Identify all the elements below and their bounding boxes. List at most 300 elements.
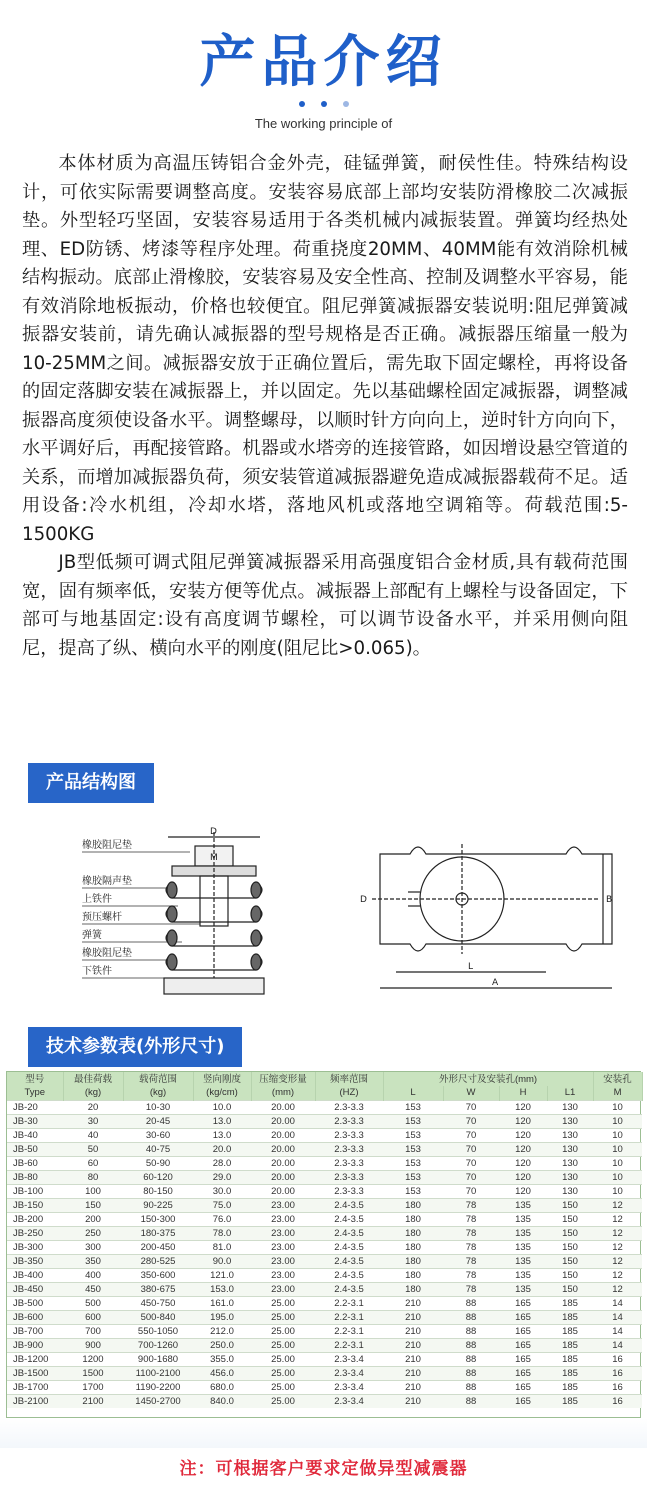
table-cell: JB-1500 [7,1366,63,1380]
table-cell: 120 [499,1142,547,1156]
table-cell: 2.3-3.3 [315,1170,383,1184]
table-cell: 10 [593,1114,642,1128]
table-cell: JB-700 [7,1324,63,1338]
table-cell: JB-900 [7,1338,63,1352]
table-cell: JB-50 [7,1142,63,1156]
table-cell: 210 [383,1394,443,1408]
table-cell: 120 [499,1100,547,1114]
table-cell: 120 [499,1114,547,1128]
table-cell: 130 [547,1142,593,1156]
diagram-label: 橡胶隔声垫 [82,876,132,887]
table-cell: 180 [383,1254,443,1268]
table-cell: 10 [593,1184,642,1198]
table-cell: JB-40 [7,1128,63,1142]
table-cell: 130 [547,1114,593,1128]
table-cell: 450 [63,1282,123,1296]
table-cell: 23.00 [251,1268,315,1282]
table-cell: 16 [593,1380,642,1394]
table-row [7,1296,642,1310]
table-cell: 16 [593,1352,642,1366]
table-cell: 10-30 [123,1100,193,1114]
table-cell: 76.0 [193,1212,251,1226]
table-cell: 2.2-3.1 [315,1310,383,1324]
table-cell: 150 [547,1226,593,1240]
table-row [7,1394,642,1408]
table-cell: 180-375 [123,1226,193,1240]
diagram-dim: M [210,853,218,863]
th-hole: 安装孔 [593,1072,642,1086]
title-dot [343,101,349,107]
table-fade [0,1418,647,1448]
table-cell: 12 [593,1212,642,1226]
table-cell: 78 [443,1268,499,1282]
table-cell: 130 [547,1128,593,1142]
table-cell: 130 [547,1170,593,1184]
th-dims-group: 外形尺寸及安装孔(mm) [383,1072,593,1086]
table-cell: 200-450 [123,1240,193,1254]
table-cell: 23.00 [251,1212,315,1226]
table-cell: 25.00 [251,1338,315,1352]
table-cell: 2.3-3.3 [315,1156,383,1170]
table-cell: JB-350 [7,1254,63,1268]
table-cell: 2.4-3.5 [315,1226,383,1240]
th-load-range-unit: (kg) [123,1086,193,1100]
page-subtitle: The working principle of [254,116,393,131]
table-cell: 28.0 [193,1156,251,1170]
table-cell: 2.4-3.5 [315,1198,383,1212]
table-cell: 80-150 [123,1184,193,1198]
table-cell: 165 [499,1366,547,1380]
table-cell: 1500 [63,1366,123,1380]
table-cell: 88 [443,1366,499,1380]
th-compression: 压缩变形量 [251,1072,315,1086]
table-cell: 90.0 [193,1254,251,1268]
table-row [7,1128,642,1142]
table-cell: 2.3-3.4 [315,1394,383,1408]
table-cell: 23.00 [251,1240,315,1254]
structure-section-label: 产品结构图 [28,763,154,803]
table-cell: 12 [593,1282,642,1296]
diagram-label: 弹簧 [82,930,102,941]
table-cell: 20.00 [251,1100,315,1114]
table-cell: 150 [547,1282,593,1296]
table-row [7,1156,642,1170]
table-cell: 20.00 [251,1184,315,1198]
custom-order-note: 注：可根据客户要求定做异型减震器 [179,1459,468,1479]
th-model-en: Type [7,1086,63,1100]
table-cell: JB-300 [7,1240,63,1254]
table-cell: 300 [63,1240,123,1254]
table-cell: 10 [593,1142,642,1156]
table-cell: 78 [443,1226,499,1240]
table-row [7,1380,642,1394]
diagram-dim: D [360,895,367,905]
table-row [7,1352,642,1366]
table-cell: 180 [383,1198,443,1212]
table-cell: 23.00 [251,1226,315,1240]
params-section-label: 技术参数表(外形尺寸) [28,1027,242,1067]
table-cell: 14 [593,1296,642,1310]
table-cell: 60 [63,1156,123,1170]
th-best-load: 最佳荷载 [63,1072,123,1086]
table-cell: 30.0 [193,1184,251,1198]
table-cell: 78 [443,1282,499,1296]
intro-paragraph: 本体材质为高温压铸铝合金外壳，硅锰弹簧，耐侯性佳。特殊结构设计，可依实际需要调整高度。安装容易底部上部均安装防滑橡胶二次减振垫。外型轻巧坚固，安装容易适用于各类机械内减振装置。弹簧均经热处理、ED防锈、烤漆等程序处理。荷重挠度20MM、40MM能有效消除机械结构振动。底部止滑橡胶，安装容易及安全性高、控制及调整水平容易，能有效消除地板振动，价格也较便宜。阻尼弹簧减振器安装说明:阻尼弹簧减振器安装前，请先确认减振器的型号规格是否正确。减振器压缩量一般为10-25MM之间。减振器安放于正确位置后，需先取下固定螺栓，再将设备的固定落脚安装在减振器上，并以固定。先以基础螺栓固定减振器，调整减振器高度须使设备水平。调整螺母，以顺时针方向向上，逆时针方向向下，水平调好后，再配接管路。机器或水塔旁的连接管路，如因增设悬空管道的关系，而增加减振器负荷，须安装管道减振器避免造成减振器载荷不足。适用设备:冷水机组，冷却水塔，落地风机或落地空调箱等。荷载范围:5-1500KG [22,153,628,545]
table-row [7,1310,642,1324]
table-cell: 210 [383,1296,443,1310]
table-cell: 2.3-3.3 [315,1100,383,1114]
table-cell: 150 [547,1212,593,1226]
table-cell: 2.4-3.5 [315,1240,383,1254]
table-cell: 180 [383,1282,443,1296]
table-cell: 23.00 [251,1198,315,1212]
table-cell: 120 [499,1170,547,1184]
table-cell: 135 [499,1212,547,1226]
table-cell: 700-1260 [123,1338,193,1352]
table-cell: 2.2-3.1 [315,1296,383,1310]
table-cell: 70 [443,1156,499,1170]
table-cell: 12 [593,1254,642,1268]
table-row [7,1198,642,1212]
table-cell: 78 [443,1198,499,1212]
table-cell: 50-90 [123,1156,193,1170]
diagram-label: 预压螺杆 [82,912,122,923]
table-cell: 680.0 [193,1380,251,1394]
table-cell: 130 [547,1156,593,1170]
table-cell: 153 [383,1100,443,1114]
table-cell: 70 [443,1128,499,1142]
table-cell: 12 [593,1240,642,1254]
table-cell: 25.00 [251,1324,315,1338]
table-row [7,1254,642,1268]
table-cell: 380-675 [123,1282,193,1296]
th-frequency-unit: (HZ) [315,1086,383,1100]
table-cell: 2100 [63,1394,123,1408]
table-cell: JB-30 [7,1114,63,1128]
table-cell: 165 [499,1380,547,1394]
table-cell: 50 [63,1142,123,1156]
table-cell: 135 [499,1254,547,1268]
table-cell: 12 [593,1268,642,1282]
table-cell: 900-1680 [123,1352,193,1366]
table-cell: 23.00 [251,1254,315,1268]
table-cell: 29.0 [193,1170,251,1184]
table-row [7,1226,642,1240]
table-cell: 30-60 [123,1128,193,1142]
table-cell: 20.00 [251,1170,315,1184]
table-cell: 500-840 [123,1310,193,1324]
table-cell: JB-60 [7,1156,63,1170]
th-compression-unit: (mm) [251,1086,315,1100]
table-cell: 153.0 [193,1282,251,1296]
table-cell: 840.0 [193,1394,251,1408]
th-hole-m: M [593,1086,642,1100]
table-cell: 500 [63,1296,123,1310]
th-load-range: 载荷范围 [123,1072,193,1086]
title-dot [321,101,327,107]
table-cell: 14 [593,1324,642,1338]
table-cell: 185 [547,1394,593,1408]
table-cell: 25.00 [251,1352,315,1366]
table-cell: 25.00 [251,1366,315,1380]
params-table-body [7,1100,642,1408]
table-cell: 88 [443,1394,499,1408]
diagram-label: 橡胶阻尼垫 [82,840,132,851]
table-cell: 150-300 [123,1212,193,1226]
table-cell: 153 [383,1142,443,1156]
table-cell: 2.3-3.3 [315,1114,383,1128]
th-dim-l: L [383,1086,443,1100]
table-cell: 210 [383,1338,443,1352]
table-cell: 180 [383,1226,443,1240]
th-dim-w: W [443,1086,499,1100]
table-cell: 81.0 [193,1240,251,1254]
table-cell: 150 [63,1198,123,1212]
diagram-dim: A [492,978,499,988]
diagram-dim: D [210,827,217,837]
table-cell: 14 [593,1310,642,1324]
table-cell: 185 [547,1366,593,1380]
table-cell: 2.2-3.1 [315,1338,383,1352]
table-cell: 88 [443,1352,499,1366]
table-cell: 1200 [63,1352,123,1366]
th-frequency: 频率范围 [315,1072,383,1086]
th-dim-l1: L1 [547,1086,593,1100]
table-cell: 120 [499,1184,547,1198]
table-cell: 10 [593,1170,642,1184]
table-cell: 550-1050 [123,1324,193,1338]
table-cell: 10.0 [193,1100,251,1114]
table-cell: 450-750 [123,1296,193,1310]
table-cell: 150 [547,1198,593,1212]
table-cell: 75.0 [193,1198,251,1212]
table-cell: 1100-2100 [123,1366,193,1380]
table-cell: 20 [63,1100,123,1114]
table-cell: 25.00 [251,1380,315,1394]
th-stiffness-unit: (kg/cm) [193,1086,251,1100]
table-cell: 185 [547,1352,593,1366]
table-cell: 25.00 [251,1394,315,1408]
table-cell: 20-45 [123,1114,193,1128]
table-cell: 16 [593,1394,642,1408]
table-cell: 20.00 [251,1114,315,1128]
table-cell: 180 [383,1268,443,1282]
title-dot [299,101,305,107]
table-cell: 600 [63,1310,123,1324]
table-cell: 1450-2700 [123,1394,193,1408]
table-cell: 250.0 [193,1338,251,1352]
table-cell: 150 [547,1254,593,1268]
table-cell: 10 [593,1100,642,1114]
diagram-label: 下铁件 [82,966,112,977]
table-cell: 88 [443,1338,499,1352]
intro-paragraph: JB型低频可调式阻尼弹簧减振器采用高强度铝合金材质,具有载荷范围宽，固有频率低，安装方便等优点。减振器上部配有上螺栓与设备固定，下部可与地基固定:设有高度调节螺栓，可以调节设备水平，并采用侧向阻尼，提高了纵、横向水平的刚度(阻尼比>0.065)。 [22,552,628,659]
table-cell: 13.0 [193,1128,251,1142]
table-cell: 25.00 [251,1296,315,1310]
table-cell: 60-120 [123,1170,193,1184]
table-row [7,1268,642,1282]
diagram-dim: L [468,962,474,972]
table-row [7,1142,642,1156]
table-cell: 2.3-3.3 [315,1142,383,1156]
table-cell: 100 [63,1184,123,1198]
table-row [7,1324,642,1338]
table-cell: 20.00 [251,1156,315,1170]
table-cell: 2.4-3.5 [315,1282,383,1296]
table-cell: 2.4-3.5 [315,1268,383,1282]
table-cell: 400 [63,1268,123,1282]
table-cell: 30 [63,1114,123,1128]
table-cell: 165 [499,1324,547,1338]
table-cell: 165 [499,1296,547,1310]
params-table [6,1071,641,1418]
table-cell: 40 [63,1128,123,1142]
th-dim-h: H [499,1086,547,1100]
table-cell: 2.3-3.4 [315,1380,383,1394]
table-cell: JB-600 [7,1310,63,1324]
diagram-dim: B [606,895,613,905]
table-cell: 2.3-3.4 [315,1352,383,1366]
table-cell: 2.3-3.3 [315,1184,383,1198]
table-cell: 90-225 [123,1198,193,1212]
table-cell: 2.4-3.5 [315,1212,383,1226]
table-cell: 210 [383,1380,443,1394]
intro-text [22,150,628,663]
table-cell: 210 [383,1366,443,1380]
table-cell: 900 [63,1338,123,1352]
structure-diagram [60,822,620,1012]
table-cell: 210 [383,1324,443,1338]
table-cell: 16 [593,1366,642,1380]
table-cell: 70 [443,1114,499,1128]
table-cell: 180 [383,1212,443,1226]
table-cell: 80 [63,1170,123,1184]
table-row [7,1100,642,1114]
table-cell: 185 [547,1310,593,1324]
table-cell: 165 [499,1338,547,1352]
table-row [7,1282,642,1296]
table-cell: JB-1700 [7,1380,63,1394]
table-cell: 350-600 [123,1268,193,1282]
table-cell: 40-75 [123,1142,193,1156]
table-cell: 355.0 [193,1352,251,1366]
table-cell: JB-200 [7,1212,63,1226]
diagram-label: 上铁件 [82,894,112,905]
table-cell: 153 [383,1170,443,1184]
table-cell: 78 [443,1240,499,1254]
page-title: 产品介绍 [199,30,448,95]
table-cell: 165 [499,1310,547,1324]
table-cell: 180 [383,1240,443,1254]
table-cell: 78 [443,1254,499,1268]
diagram-label: 橡胶阻尼垫 [82,948,132,959]
table-cell: 135 [499,1282,547,1296]
table-cell: 185 [547,1380,593,1394]
table-cell: 135 [499,1240,547,1254]
table-cell: 20.0 [193,1142,251,1156]
table-cell: 2.3-3.3 [315,1128,383,1142]
table-cell: JB-450 [7,1282,63,1296]
table-cell: JB-500 [7,1296,63,1310]
table-cell: 10 [593,1156,642,1170]
table-row [7,1184,642,1198]
table-cell: 2.2-3.1 [315,1324,383,1338]
table-cell: 1190-2200 [123,1380,193,1394]
table-cell: 130 [547,1184,593,1198]
table-cell: 78.0 [193,1226,251,1240]
table-cell: 70 [443,1142,499,1156]
table-row [7,1366,642,1380]
table-cell: 20.00 [251,1128,315,1142]
table-cell: JB-400 [7,1268,63,1282]
table-row [7,1114,642,1128]
table-cell: 185 [547,1338,593,1352]
table-cell: 10 [593,1128,642,1142]
table-cell: 78 [443,1212,499,1226]
top-view [372,844,612,988]
table-cell: 165 [499,1394,547,1408]
th-best-load-unit: (kg) [63,1086,123,1100]
table-cell: 12 [593,1198,642,1212]
table-cell: 185 [547,1324,593,1338]
table-cell: 195.0 [193,1310,251,1324]
table-cell: JB-150 [7,1198,63,1212]
table-cell: 2.3-3.4 [315,1366,383,1380]
table-cell: 250 [63,1226,123,1240]
table-row [7,1170,642,1184]
table-cell: 280-525 [123,1254,193,1268]
table-cell: 13.0 [193,1114,251,1128]
table-cell: 88 [443,1310,499,1324]
table-cell: 153 [383,1156,443,1170]
table-cell: JB-80 [7,1170,63,1184]
table-cell: 70 [443,1100,499,1114]
table-cell: JB-20 [7,1100,63,1114]
table-cell: 25.00 [251,1310,315,1324]
table-cell: 70 [443,1170,499,1184]
table-cell: 70 [443,1184,499,1198]
table-cell: 150 [547,1240,593,1254]
table-cell: JB-250 [7,1226,63,1240]
table-row [7,1240,642,1254]
table-cell: 456.0 [193,1366,251,1380]
table-cell: 135 [499,1198,547,1212]
table-cell: 12 [593,1226,642,1240]
table-row [7,1338,642,1352]
table-cell: 200 [63,1212,123,1226]
table-cell: 153 [383,1114,443,1128]
table-cell: 120 [499,1156,547,1170]
table-cell: 1700 [63,1380,123,1394]
title-dots [0,98,647,107]
table-row [7,1212,642,1226]
table-cell: 165 [499,1352,547,1366]
table-cell: 14 [593,1338,642,1352]
table-cell: 161.0 [193,1296,251,1310]
table-cell: 150 [547,1268,593,1282]
th-stiffness: 竖向刚度 [193,1072,251,1086]
table-cell: 121.0 [193,1268,251,1282]
table-cell: 135 [499,1226,547,1240]
table-cell: 20.00 [251,1142,315,1156]
table-cell: JB-2100 [7,1394,63,1408]
table-cell: 153 [383,1128,443,1142]
table-cell: 2.4-3.5 [315,1254,383,1268]
th-model: 型号 [7,1072,63,1086]
table-cell: 210 [383,1352,443,1366]
table-cell: 88 [443,1324,499,1338]
table-cell: JB-100 [7,1184,63,1198]
